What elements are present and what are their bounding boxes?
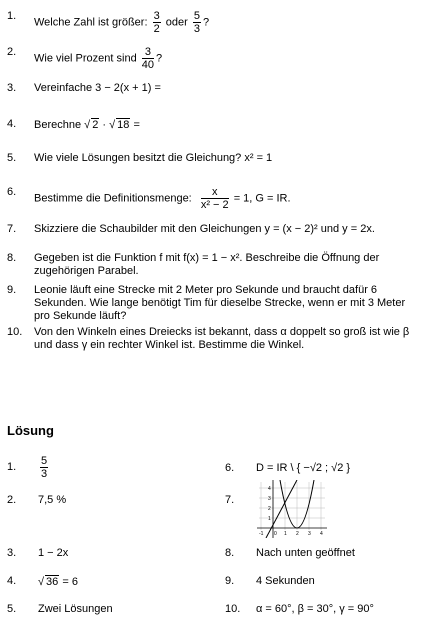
- fraction: [153, 10, 161, 35]
- solution-text: [38, 455, 50, 480]
- denominator: 3: [193, 23, 200, 35]
- numerator: x: [201, 186, 229, 199]
- denominator: x² − 2: [200, 199, 229, 211]
- solution-number: 10.: [225, 603, 241, 615]
- question-text: Von den Winkeln eines Dreiecks ist bekannt, dass α doppelt so groß ist wie β und dass γ ein rechter Winkel ist. Bestimme die Winkel.: [34, 326, 410, 351]
- solution-number: 5.: [7, 603, 17, 615]
- radicand: 18: [117, 119, 130, 131]
- solution-text: [38, 575, 78, 589]
- solution-text-part: √2: [331, 462, 344, 474]
- x-tick-label: 1: [284, 531, 287, 537]
- solution-number: 2.: [7, 494, 17, 506]
- solution-text: 7,5 %: [38, 494, 67, 506]
- solution-text-part: D = IR \ {: [256, 462, 301, 474]
- sqrt-icon: √: [38, 576, 45, 588]
- question-text: Skizziere die Schaubilder mit den Gleichungen y = (x − 2)² und y = 2x.: [34, 223, 375, 235]
- solution-text: Zwei Lösungen: [38, 603, 113, 615]
- question-number: 10.: [7, 326, 23, 338]
- solution-text: 1 − 2x: [38, 547, 69, 559]
- operator: ·: [102, 119, 107, 131]
- solution-text: [256, 462, 350, 475]
- solution-number: 6.: [225, 462, 235, 474]
- denominator: 3: [41, 468, 48, 480]
- question-text: [34, 118, 419, 132]
- fraction: [193, 10, 201, 35]
- fraction: [201, 186, 229, 211]
- question-text: [34, 46, 419, 71]
- solution-heading: Lösung: [7, 423, 54, 438]
- solution-number: 1.: [7, 461, 17, 473]
- question-text-part: ?: [156, 52, 163, 65]
- question-text: [34, 10, 419, 35]
- solution-number: 9.: [225, 575, 235, 587]
- numerator: 3: [142, 46, 154, 59]
- question-number: 2.: [7, 46, 17, 58]
- question-number: 7.: [7, 223, 17, 235]
- denominator: 40: [141, 59, 155, 71]
- numerator: 5: [193, 10, 200, 22]
- solution-number: 8.: [225, 547, 235, 559]
- y-tick-label: 2: [268, 506, 271, 512]
- sqrt-icon: √: [84, 119, 91, 131]
- numerator: 5: [41, 455, 48, 467]
- question-text: Leonie läuft eine Strecke mit 2 Meter pro Sekunde und braucht dafür 6 Sekunden. Wie lange benötigt Tim für dieselbe Strecke, wenn er mit 3 Meter pro Sekunde läuft?: [34, 284, 406, 322]
- x-tick-label: 2: [296, 531, 299, 537]
- question-number: 8.: [7, 252, 17, 264]
- solution-graph: [257, 480, 327, 538]
- solution-text: Nach unten geöffnet: [256, 547, 355, 559]
- radicand: 36: [46, 576, 59, 588]
- radicand: 2: [92, 119, 99, 131]
- question-text-part: = 1, G = IR.: [233, 192, 291, 205]
- x-tick-label: 4: [320, 531, 323, 537]
- solution-text: α = 60°, β = 30°, γ = 90°: [256, 603, 374, 615]
- question-text: Wie viele Lösungen besitzt die Gleichung? x² = 1: [34, 152, 273, 164]
- solution-text-part: −√2: [303, 462, 322, 474]
- fraction: [40, 455, 48, 480]
- y-tick-label: 1: [268, 516, 271, 522]
- x-tick-label: 0: [274, 531, 277, 537]
- y-tick-label: 3: [268, 496, 271, 502]
- denominator: 2: [153, 23, 160, 35]
- solution-text-part: }: [346, 462, 351, 474]
- question-text-part: Bestimme die Definitionsmenge:: [34, 192, 192, 205]
- x-tick-label: 3: [308, 531, 311, 537]
- question-text-part: Berechne: [34, 119, 82, 131]
- question-text-part: oder: [165, 16, 188, 29]
- question-text-part: Wie viel Prozent sind: [34, 52, 137, 65]
- question-text: [34, 186, 419, 211]
- question-number: 9.: [7, 284, 17, 296]
- question-number: 3.: [7, 82, 17, 94]
- numerator: 3: [153, 10, 160, 22]
- question-text-part: ?: [202, 16, 210, 29]
- solution-text-part: ;: [325, 462, 329, 474]
- question-text: Gegeben ist die Funktion f mit f(x) = 1 − x². Beschreibe die Öffnung der zugehörigen Parabel.: [34, 252, 380, 277]
- solution-text: 4 Sekunden: [256, 575, 315, 587]
- y-tick-label: 4: [268, 486, 271, 492]
- fraction: [142, 46, 154, 71]
- question-number: 4.: [7, 118, 17, 130]
- solution-text-part: = 6: [62, 576, 78, 588]
- sqrt-icon: √: [109, 119, 116, 131]
- solution-number: 7.: [225, 494, 235, 506]
- solution-number: 3.: [7, 547, 17, 559]
- question-text-part: Welche Zahl ist größer:: [34, 16, 148, 29]
- x-tick-label: -1: [259, 531, 264, 537]
- question-number: 6.: [7, 186, 17, 198]
- question-number: 1.: [7, 10, 17, 22]
- solution-number: 4.: [7, 575, 17, 587]
- question-text-part: =: [133, 119, 140, 131]
- question-text: Vereinfache 3 − 2(x + 1) =: [34, 82, 161, 94]
- question-number: 5.: [7, 152, 17, 164]
